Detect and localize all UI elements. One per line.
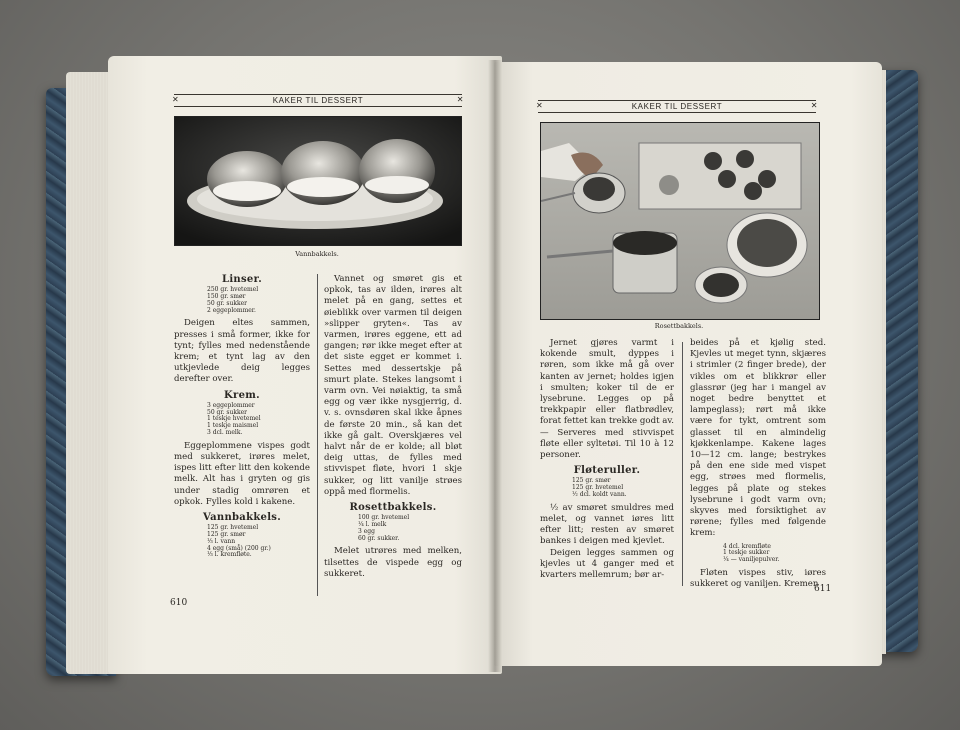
left-column-1 [174, 270, 310, 563]
ingredient: ¼ — vaniljepulver. [723, 556, 780, 564]
ingredient: 125 gr. smør [207, 531, 246, 539]
ingredient: 4 egg (små) (200 gr.) [207, 544, 271, 552]
ingredient: 125 gr. hvetemel [572, 484, 624, 492]
page-number: 610 [170, 598, 188, 608]
left-column-2 [324, 274, 462, 580]
ornament-mark: ✕ [536, 101, 544, 110]
ingredient: ⅓ l. kremfløte. [207, 551, 252, 559]
rosettbakkels-photo-image [541, 123, 819, 319]
ornament-mark: ✕ [456, 95, 464, 104]
ingredient: 125 gr. hvetemel [207, 524, 259, 532]
ingredient: 4 dcl. kremfløte [723, 542, 771, 550]
recipe-title: Fløteruller. [573, 465, 641, 477]
ingredient: 3 egg [358, 527, 375, 535]
page-edges-left [66, 72, 112, 674]
ingredient: 50 gr. sukker [207, 408, 248, 416]
ingredient: 125 gr. smør [572, 477, 611, 485]
right-running-head [538, 100, 816, 113]
ingredient-list [207, 403, 277, 437]
ingredient: 100 gr. hvetemel [358, 514, 410, 522]
recipe-text: Eggeplommene vispes godt med sukkeret, irøres melet, ispes litt efter litt den kokende melk. Alt has i gryten og gis under stadig omrøren et opkok. Fylles kold i kakene. [174, 440, 310, 507]
ornament-mark: ✕ [172, 95, 180, 104]
vannbakkels-photo [174, 116, 462, 246]
column-rule [682, 342, 683, 586]
book-gutter [488, 60, 502, 672]
rosettbakkels-photo [540, 122, 820, 320]
ingredient: 2 eggeplommer. [207, 306, 256, 314]
recipe-title: Krem. [224, 389, 260, 401]
page-number: 611 [814, 584, 832, 594]
ingredient-list [207, 525, 277, 559]
right-page [494, 62, 882, 666]
column-rule [317, 274, 318, 596]
ingredient: 60 gr. sukker. [358, 534, 400, 542]
recipe-text: ½ av smøret smuldres med melet, og vannet iøres litt efter litt; resten av smøret bankes i deigen med kjevlet. [540, 502, 674, 547]
left-running-head [174, 94, 462, 107]
photo-caption: Vannbakkels. [295, 250, 339, 258]
right-column-1 [540, 338, 674, 581]
recipe-text: Fløten vispes stiv, iøres sukkeret og vaniljen. Kremen [690, 568, 826, 590]
ingredient-list [723, 544, 793, 564]
ingredient: 3 dcl. melk. [207, 429, 243, 436]
recipe-text: Melet utrøres med melken, tilsettes de vispede egg og sukkeret. [324, 546, 462, 579]
ingredient: 1 teskje sukker [723, 549, 770, 557]
recipe-text: Deigen eltes sammen, presses i små former, ikke for tynt; fylles med nedenstående krem; et tynt lag av den utkjevlede deig legges derefter over. [174, 318, 310, 385]
ingredient: ¼ l. melk [358, 521, 387, 529]
recipe-title: Rosettbakkels. [349, 502, 437, 514]
ingredient-list [358, 515, 428, 542]
ingredient: ½ dcl. koldt vann. [572, 491, 627, 499]
ingredient-list [572, 478, 642, 498]
ingredient: 50 gr. sukker [207, 299, 248, 307]
running-head-text: KAKER TIL DESSERT [631, 102, 723, 111]
right-column-2 [690, 338, 826, 590]
ornament-mark: ✕ [810, 101, 818, 110]
running-head-text: KAKER TIL DESSERT [272, 96, 364, 105]
vannbakkels-photo-image [175, 117, 461, 245]
recipe-title: Vannbakkels. [202, 512, 282, 524]
ingredient: ⅓ l. vann [207, 537, 236, 545]
ingredient: 1 teskje maismel [207, 422, 259, 430]
ingredient: 250 gr. hvetemel [207, 286, 259, 294]
recipe-text: Jernet gjøres varmt i kokende smult, dyppes i røren, som ikke må gå over kanten av jernet; holdes igjen i smulten; koker til de er lysebrune. Legges op på trekkpapir eller flatbrødlev, forat fettet kan trekke godt av. — Serveres med stivvispet fløte eller syltetøi. Til 10 à 12 personer. [540, 338, 674, 461]
ingredient: 1 teskje hvetemel [207, 415, 261, 423]
ingredient-list [207, 287, 277, 314]
ingredient: 150 gr. smør [207, 293, 246, 300]
recipe-text: beides på et kjølig sted. Kjevles ut meget tynn, skjæres i strimler (2 finger brede), der vikles om et blikkrør eller glassrør (jeg har i mangel av noget bedre benyttet et lampeglass); rørt må ikke være for tykt, omtrent som glasset til en almindelig kjøkkenlampe. Kakene lages 10—12 cm. lange; bestrykes på den ene side med vispet egg, strøes med flormelis, legges på plate og stekes lysebrune i godt varm ovn; skyves med forsiktighet av rørene; fylles med følgende krem: [690, 338, 826, 539]
ingredient: 3 eggeplommer [207, 401, 255, 409]
recipe-title: Linser. [221, 274, 263, 285]
recipe-text: Vannet og smøret gis et opkok, tas av ilden, irøres alt melet på en gang, settes et øieblikk over varmen til deigen »slipper gryten«. Tas av varmen, irøres eggene, ett ad gangen; rør ikke meget efter at det siste egget er kommet i. Settes med dessertskje på smurt plate. Stekes langsomt i varm ovn. Vei nøiaktig, ta små egg og vær ikke nysgjerrig, d. v. s. ovnsdøren skal ikke åpnes de første 20 min., så kan det ikke gå galt. Overskjæres vel halvt når de er kolde; all bløt deig uttas, de fylles med stivvispet fløte, hvori 1 skje sukker, og litt vanilje strøes oppå med flormelis. [324, 274, 462, 497]
recipe-text: Deigen legges sammen og kjevles ut 4 ganger med et kvarters mellemrum; bør ar- [540, 547, 674, 581]
left-page [108, 56, 502, 674]
photo-caption: Rosettbakkels. [654, 322, 704, 330]
